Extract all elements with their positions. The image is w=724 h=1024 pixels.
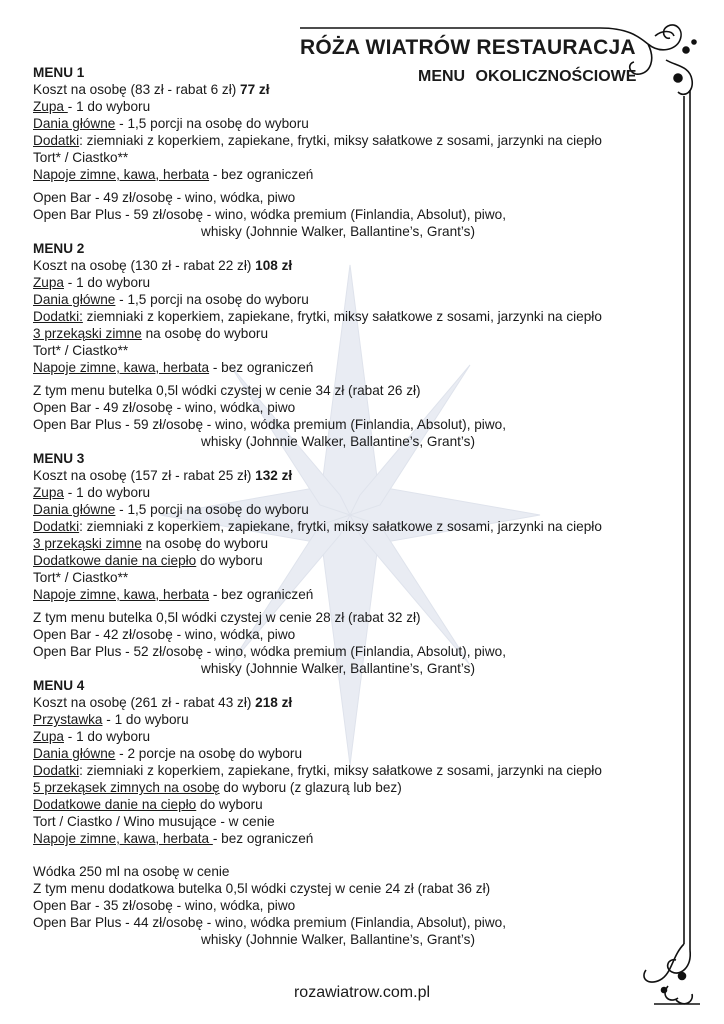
menu-heading: MENU 1 bbox=[33, 65, 85, 80]
open-bar-plus-line: Open Bar Plus - 44 zł/osobę - wino, wódka premium (Finlandia, Absolut), piwo, bbox=[33, 915, 506, 930]
extra-hot-line bbox=[33, 796, 643, 813]
menu-content bbox=[33, 64, 643, 948]
item-text: - 1,5 porcji na osobę do wyboru bbox=[115, 502, 309, 517]
cost-text: Koszt na osobę (157 zł - rabat 25 zł) bbox=[33, 468, 256, 483]
item-text: - bez ograniczeń bbox=[212, 831, 314, 846]
cold-starters-line bbox=[33, 535, 643, 552]
cost-line bbox=[33, 81, 643, 98]
sides-line bbox=[33, 762, 643, 779]
mains-line bbox=[33, 745, 643, 762]
mains-line bbox=[33, 115, 643, 132]
sides-line bbox=[33, 132, 643, 149]
item-label: Napoje zimne, kawa, herbata bbox=[33, 167, 210, 182]
open-bar-line: Open Bar - 49 zł/osobę - wino, wódka, piwo bbox=[33, 400, 296, 415]
open-bar-plus-line: Open Bar Plus - 52 zł/osobę - wino, wódka premium (Finlandia, Absolut), piwo, bbox=[33, 644, 506, 659]
item-label: Dodatkowe danie na ciepło bbox=[33, 797, 197, 812]
cost-text: Koszt na osobę (130 zł - rabat 22 zł) bbox=[33, 258, 256, 273]
item-text: : ziemniaki z koperkiem, zapiekane, frytki, miksy sałatkowe z sosami, jarzynki na ciepło bbox=[79, 763, 602, 778]
item-text: - 1 do wyboru bbox=[67, 99, 151, 114]
menu-4-section bbox=[33, 677, 643, 948]
dessert-line: Tort / Ciastko / Wino musujące - w cenie bbox=[33, 814, 275, 829]
dessert-line: Tort* / Ciastko** bbox=[33, 343, 129, 358]
item-label: Przystawka bbox=[33, 712, 103, 727]
vodka-bottle-line: Z tym menu butelka 0,5l wódki czystej w cenie 34 zł (rabat 26 zł) bbox=[33, 383, 421, 398]
extra-hot-line bbox=[33, 552, 643, 569]
soup-line bbox=[33, 728, 643, 745]
item-label: Dania główne bbox=[33, 116, 116, 131]
item-text: na osobę do wyboru bbox=[141, 326, 269, 341]
soup-line bbox=[33, 274, 643, 291]
cost-line bbox=[33, 257, 643, 274]
whisky-line: whisky (Johnnie Walker, Ballantine’s, Grant’s) bbox=[201, 434, 476, 449]
menu-subtitle: MENU OKOLICZNOŚCIOWE bbox=[418, 68, 637, 85]
item-label: Dodatkowe danie na ciepło bbox=[33, 553, 197, 568]
item-label: Dodatki bbox=[33, 763, 80, 778]
cost-line bbox=[33, 467, 643, 484]
open-bar-line: Open Bar - 49 zł/osobę - wino, wódka, piwo bbox=[33, 190, 296, 205]
item-text: - bez ograniczeń bbox=[209, 167, 314, 182]
drinks-line bbox=[33, 586, 643, 603]
dessert-line: Tort* / Ciastko** bbox=[33, 570, 129, 585]
sides-line bbox=[33, 308, 643, 325]
cold-starters-line bbox=[33, 779, 643, 796]
soup-line bbox=[33, 98, 643, 115]
vodka-bottle-line: Z tym menu butelka 0,5l wódki czystej w cenie 28 zł (rabat 32 zł) bbox=[33, 610, 421, 625]
menu-heading: MENU 2 bbox=[33, 241, 85, 256]
menu-3-section bbox=[33, 450, 643, 677]
open-bar-plus-line: Open Bar Plus - 59 zł/osobę - wino, wódka premium (Finlandia, Absolut), piwo, bbox=[33, 207, 506, 222]
drinks-line bbox=[33, 830, 643, 847]
item-label: Dania główne bbox=[33, 292, 116, 307]
item-text: - bez ograniczeń bbox=[209, 587, 314, 602]
open-bar-line: Open Bar - 35 zł/osobę - wino, wódka, piwo bbox=[33, 898, 296, 913]
vodka-bottle-line: Z tym menu dodatkowa butelka 0,5l wódki czystej w cenie 24 zł (rabat 36 zł) bbox=[33, 881, 491, 896]
whisky-line: whisky (Johnnie Walker, Ballantine’s, Grant’s) bbox=[201, 224, 476, 239]
mains-line bbox=[33, 291, 643, 308]
sides-line bbox=[33, 518, 643, 535]
item-text: - 1,5 porcji na osobę do wyboru bbox=[115, 292, 309, 307]
item-text: do wyboru bbox=[196, 553, 263, 568]
item-text: - 1 do wyboru bbox=[63, 485, 151, 500]
item-text: - 1 do wyboru bbox=[63, 275, 151, 290]
item-label: 5 przekąsek zimnych na osobę bbox=[33, 780, 220, 795]
whisky-line: whisky (Johnnie Walker, Ballantine’s, Grant’s) bbox=[201, 661, 476, 676]
item-label: Napoje zimne, kawa, herbata bbox=[33, 587, 210, 602]
price: 218 zł bbox=[255, 695, 293, 710]
item-label: Napoje zimne, kawa, herbata bbox=[33, 360, 210, 375]
item-label: Zupa bbox=[33, 99, 68, 114]
vodka-per-person-line: Wódka 250 ml na osobę w cenie bbox=[33, 864, 230, 879]
item-text: - 2 porcje na osobę do wyboru bbox=[115, 746, 303, 761]
cold-starters-line bbox=[33, 325, 643, 342]
price: 77 zł bbox=[240, 82, 270, 97]
item-text: - 1 do wyboru bbox=[102, 712, 189, 727]
mains-line bbox=[33, 501, 643, 518]
item-text: na osobę do wyboru bbox=[141, 536, 269, 551]
cost-text: Koszt na osobę (261 zł - rabat 43 zł) bbox=[33, 695, 256, 710]
website-link[interactable]: rozawiatrow.com.pl bbox=[293, 984, 431, 1001]
price: 108 zł bbox=[255, 258, 293, 273]
item-text: ziemniaki z koperkiem, zapiekane, frytki, miksy sałatkowe z sosami, jarzynki na ciepło bbox=[82, 309, 602, 324]
item-label: Zupa bbox=[33, 485, 64, 500]
item-text: do wyboru bbox=[196, 797, 263, 812]
item-label: Dodatki: bbox=[33, 309, 83, 324]
dessert-line: Tort* / Ciastko** bbox=[33, 150, 129, 165]
menu-2-section bbox=[33, 240, 643, 450]
item-label: 3 przekąski zimne bbox=[33, 326, 142, 341]
item-text: - 1 do wyboru bbox=[63, 729, 151, 744]
price: 132 zł bbox=[255, 468, 293, 483]
item-text: - 1,5 porcji na osobę do wyboru bbox=[115, 116, 309, 131]
open-bar-plus-line: Open Bar Plus - 59 zł/osobę - wino, wódka premium (Finlandia, Absolut), piwo, bbox=[33, 417, 506, 432]
starter-line bbox=[33, 711, 643, 728]
item-text: - bez ograniczeń bbox=[209, 360, 314, 375]
soup-line bbox=[33, 484, 643, 501]
restaurant-title: RÓŻA WIATRÓW RESTAURACJA bbox=[300, 36, 636, 59]
cost-line bbox=[33, 694, 643, 711]
menu-heading: MENU 4 bbox=[33, 678, 85, 693]
item-label: Napoje zimne, kawa, herbata bbox=[33, 831, 213, 846]
item-label: 3 przekąski zimne bbox=[33, 536, 142, 551]
item-label: Dania główne bbox=[33, 746, 116, 761]
whisky-line: whisky (Johnnie Walker, Ballantine’s, Grant’s) bbox=[201, 932, 476, 947]
item-text: : ziemniaki z koperkiem, zapiekane, frytki, miksy sałatkowe z sosami, jarzynki na ciepło bbox=[79, 133, 602, 148]
cost-text: Koszt na osobę (83 zł - rabat 6 zł) bbox=[33, 82, 241, 97]
item-label: Dodatki bbox=[33, 133, 80, 148]
item-label: Zupa bbox=[33, 729, 64, 744]
item-label: Dodatki bbox=[33, 519, 80, 534]
menu-1-section bbox=[33, 64, 643, 240]
item-label: Dania główne bbox=[33, 502, 116, 517]
item-text: : ziemniaki z koperkiem, zapiekane, frytki, miksy sałatkowe z sosami, jarzynki na ciepło bbox=[79, 519, 602, 534]
open-bar-line: Open Bar - 42 zł/osobę - wino, wódka, piwo bbox=[33, 627, 296, 642]
drinks-line bbox=[33, 166, 643, 183]
menu-heading: MENU 3 bbox=[33, 451, 85, 466]
item-label: Zupa bbox=[33, 275, 64, 290]
drinks-line bbox=[33, 359, 643, 376]
item-text: do wyboru (z glazurą lub bez) bbox=[219, 780, 402, 795]
